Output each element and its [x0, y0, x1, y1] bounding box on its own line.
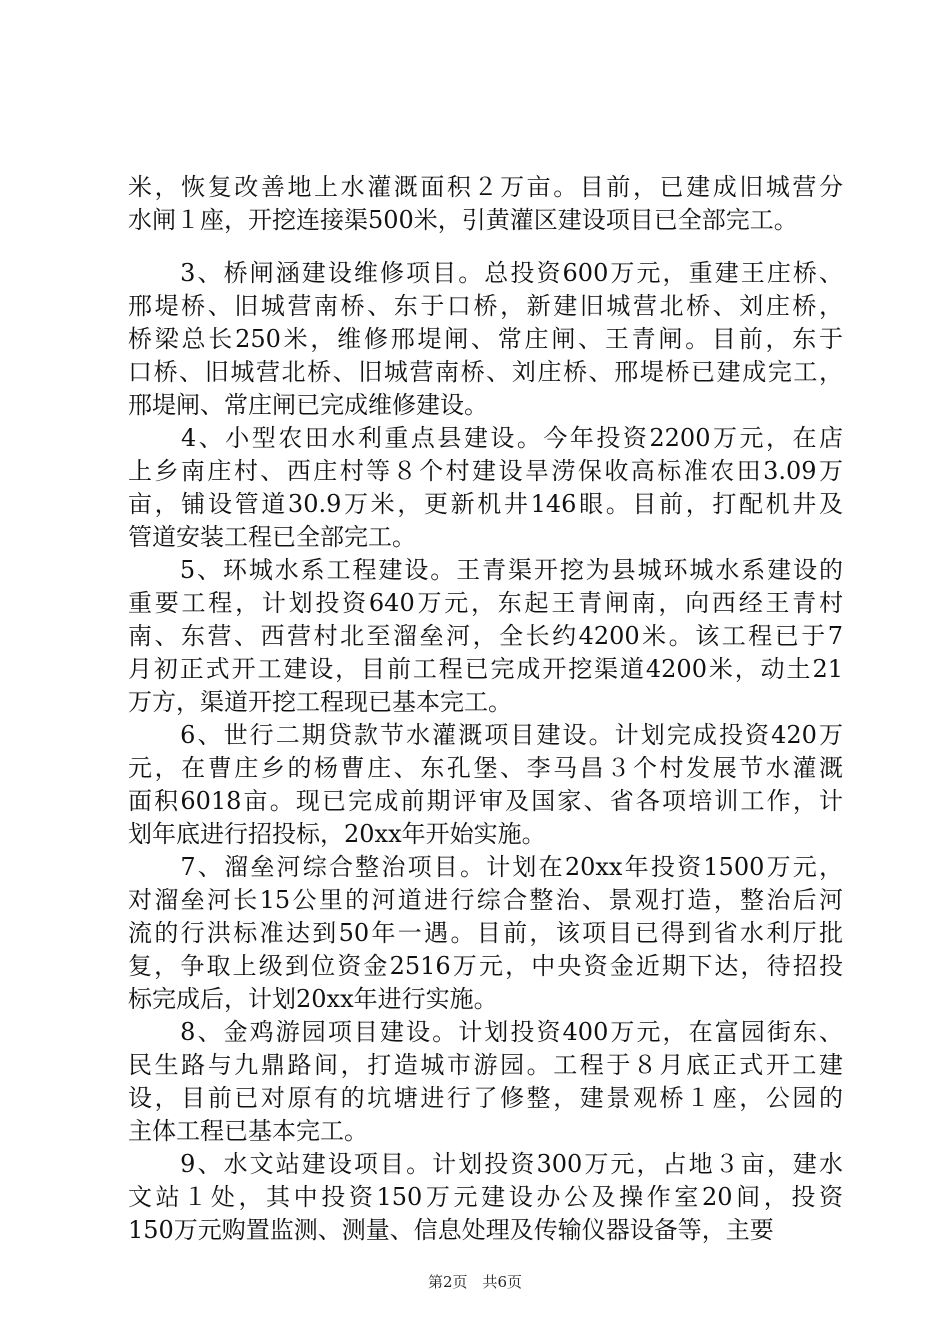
text-line: 桥梁总长250米，维修邢堤闸、常庄闸、王青闸。目前，东于 — [128, 325, 843, 353]
text-line: 6、世行二期贷款节水灌溉项目建设。计划完成投资420万 — [128, 721, 843, 749]
text-line: 邢堤桥、旧城营南桥、东于口桥，新建旧城营北桥、刘庄桥， — [128, 292, 843, 320]
text-line: 3、桥闸涵建设维修项目。总投资600万元，重建王庄桥、 — [128, 259, 843, 287]
document-body — [128, 171, 843, 1247]
text-line: 上乡南庄村、西庄村等８个村建设旱涝保收高标准农田3.09万 — [128, 457, 843, 485]
text-line: 主体工程已基本完工。 — [128, 1117, 368, 1145]
text-line: 万方，渠道开挖工程现已基本完工。 — [128, 688, 512, 716]
text-line: 流的行洪标准达到50年一遇。目前，该项目已得到省水利厅批 — [128, 919, 843, 947]
page-footer: 第2页 共6页 — [427, 1273, 523, 1291]
text-line: 面积6018亩。现已完成前期评审及国家、省各项培训工作，计 — [128, 787, 843, 815]
text-line: 标完成后，计划20xx年进行实施。 — [128, 985, 498, 1013]
text-line: 复，争取上级到位资金2516万元，中央资金近期下达，待招投 — [128, 952, 843, 980]
text-line: 7、溜垒河综合整治项目。计划在20xx年投资1500万元， — [128, 853, 843, 881]
paragraph — [128, 554, 843, 719]
text-line: 9、水文站建设项目。计划投资300万元，占地３亩，建水 — [128, 1150, 843, 1178]
text-line: 口桥、旧城营北桥、旧城营南桥、刘庄桥、邢堤桥已建成完工， — [128, 358, 843, 386]
text-line: 设，目前已对原有的坑塘进行了修整，建景观桥１座，公园的 — [128, 1084, 843, 1112]
paragraph — [128, 1148, 843, 1247]
text-line: 民生路与九鼎路间，打造城市游园。工程于８月底正式开工建 — [128, 1051, 843, 1079]
paragraph — [128, 719, 843, 851]
text-line: 邢堤闸、常庄闸已完成维修建设。 — [128, 391, 488, 419]
paragraph — [128, 851, 843, 1016]
paragraph — [128, 422, 843, 554]
text-line: 月初正式开工建设，目前工程已完成开挖渠道4200米，动土21 — [128, 655, 843, 683]
text-line: 亩，铺设管道30.9万米，更新机井146眼。目前，打配机井及 — [128, 490, 843, 518]
text-line: 4、小型农田水利重点县建设。今年投资2200万元，在店 — [128, 424, 843, 452]
text-line: 重要工程，计划投资640万元，东起王青闸南，向西经王青村 — [128, 589, 843, 617]
paragraph — [128, 1016, 843, 1148]
text-line: 文站１处，其中投资150万元建设办公及操作室20间，投资 — [128, 1183, 843, 1211]
text-line: 对溜垒河长15公里的河道进行综合整治、景观打造，整治后河 — [128, 886, 843, 914]
paragraph — [128, 171, 843, 237]
text-line: 150万元购置监测、测量、信息处理及传输仪器设备等，主要 — [128, 1216, 774, 1244]
text-line: 南、东营、西营村北至溜垒河，全长约4200米。该工程已于7 — [128, 622, 843, 650]
text-line: 水闸１座，开挖连接渠500米，引黄灌区建设项目已全部完工。 — [128, 206, 798, 234]
text-line: 5、环城水系工程建设。王青渠开挖为县城环城水系建设的 — [128, 556, 843, 584]
text-line: 管道安装工程已全部完工。 — [128, 523, 416, 551]
text-line: 米，恢复改善地上水灌溉面积２万亩。目前，已建成旧城营分 — [128, 173, 843, 201]
text-line: 划年底进行招投标，20xx年开始实施。 — [128, 820, 546, 848]
text-line: 8、金鸡游园项目建设。计划投资400万元，在富园街东、 — [128, 1018, 843, 1046]
paragraph — [128, 257, 843, 422]
text-line: 元，在曹庄乡的杨曹庄、东孔堡、李马昌３个村发展节水灌溉 — [128, 754, 843, 782]
